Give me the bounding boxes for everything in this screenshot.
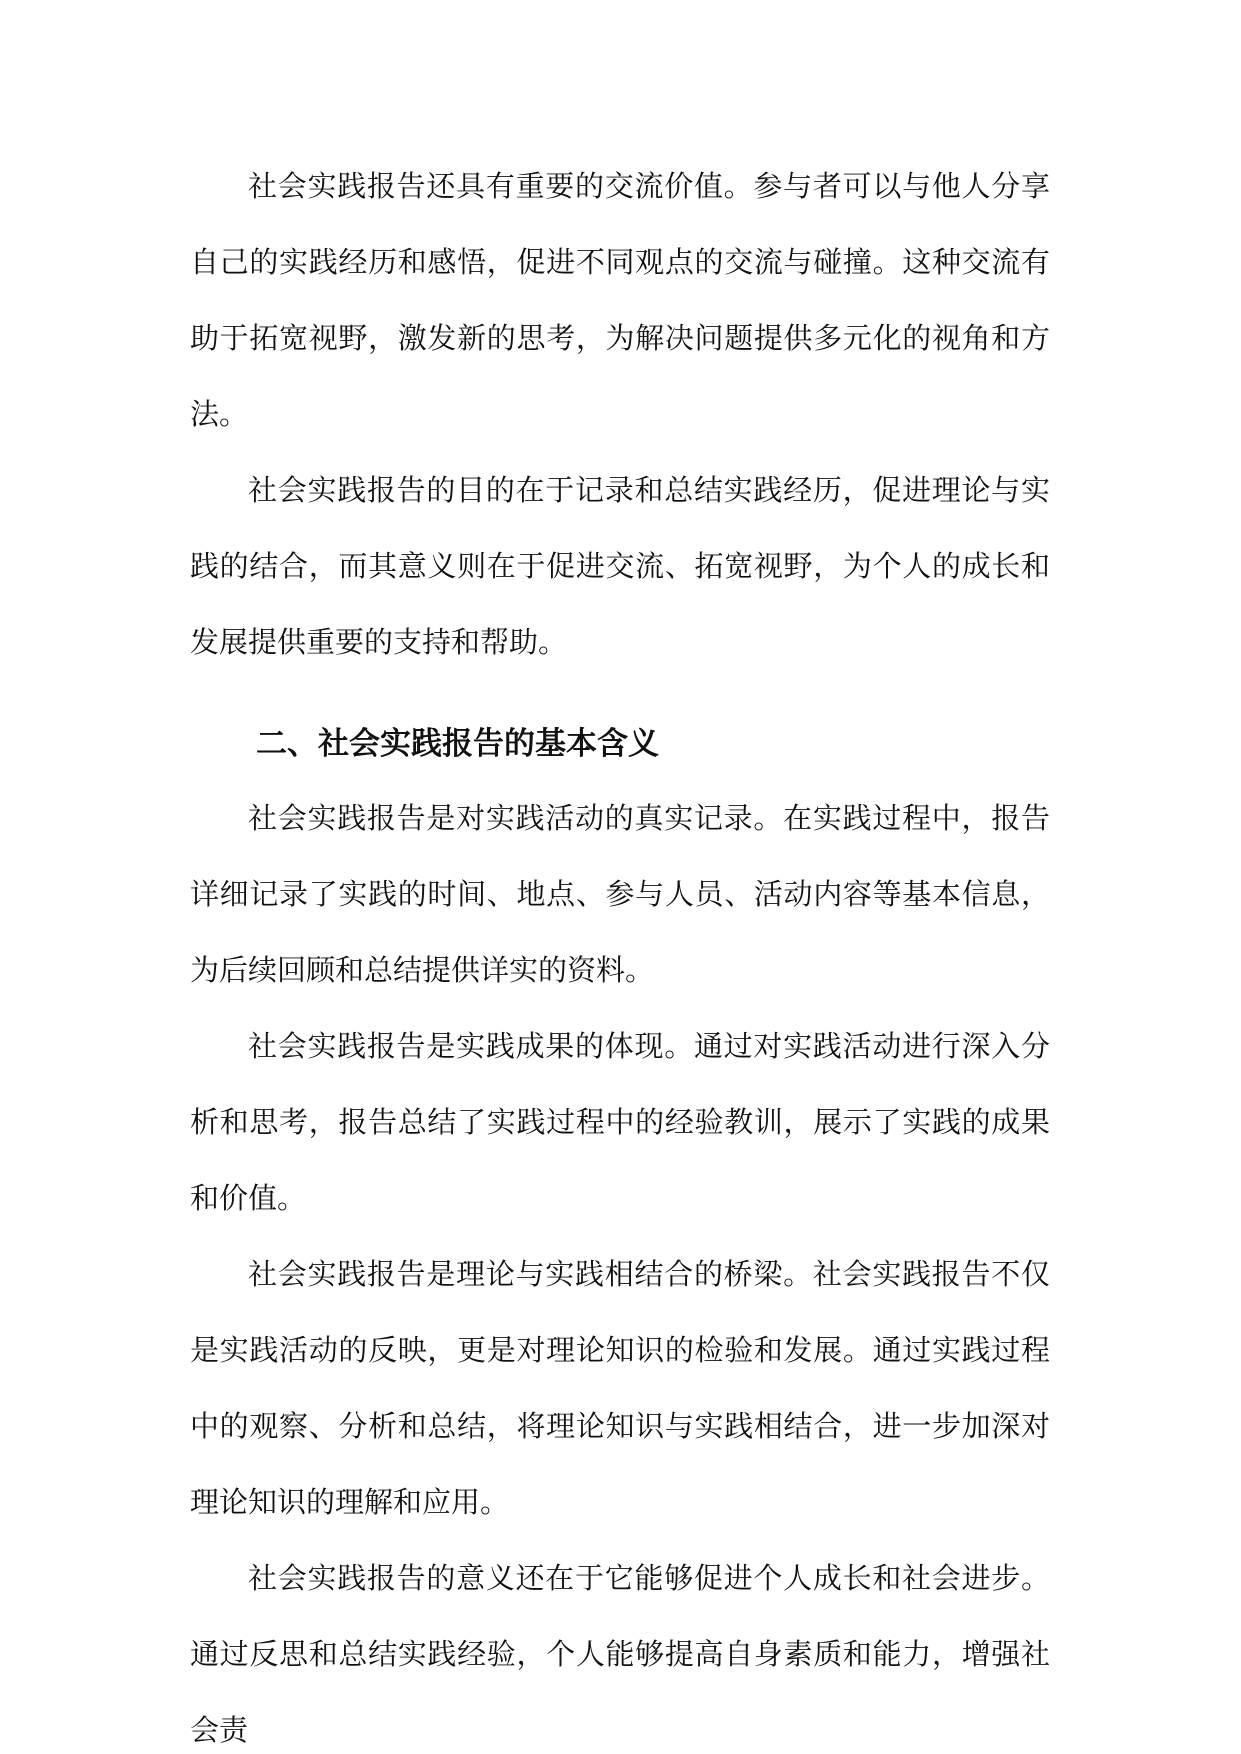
paragraph-theory-bridge: 社会实践报告是理论与实践相结合的桥梁。社会实践报告不仅是实践活动的反映，更是对理论知识的检验和发展。通过实践过程中的观察、分析和总结，将理论知识与实践相结合，进一步加深对理论知识的理解和应用。 xyxy=(190,1257,1050,1519)
paragraph-results: 社会实践报告是实践成果的体现。通过对实践活动进行深入分析和思考，报告总结了实践过程中的经验教训，展示了实践的成果和价值。 xyxy=(190,1029,1050,1215)
document-body xyxy=(190,148,1050,1754)
paragraph-true-record: 社会实践报告是对实践活动的真实记录。在实践过程中，报告详细记录了实践的时间、地点、参与人员、活动内容等基本信息，为后续回顾和总结提供详实的资料。 xyxy=(190,801,1050,987)
paragraph-growth-progress: 社会实践报告的意义还在于它能够促进个人成长和社会进步。通过反思和总结实践经验，个人能够提高自身素质和能力，增强社会责 xyxy=(190,1561,1050,1747)
paragraph-exchange-value: 社会实践报告还具有重要的交流价值。参与者可以与他人分享自己的实践经历和感悟，促进不同观点的交流与碰撞。这种交流有助于拓宽视野，激发新的思考，为解决问题提供多元化的视角和方法。 xyxy=(190,169,1050,431)
paragraph-purpose-summary: 社会实践报告的目的在于记录和总结实践经历，促进理论与实践的结合，而其意义则在于促进交流、拓宽视野，为个人的成长和发展提供重要的支持和帮助。 xyxy=(190,473,1050,659)
section-heading-basic-meaning: 二、社会实践报告的基本含义 xyxy=(256,726,659,762)
